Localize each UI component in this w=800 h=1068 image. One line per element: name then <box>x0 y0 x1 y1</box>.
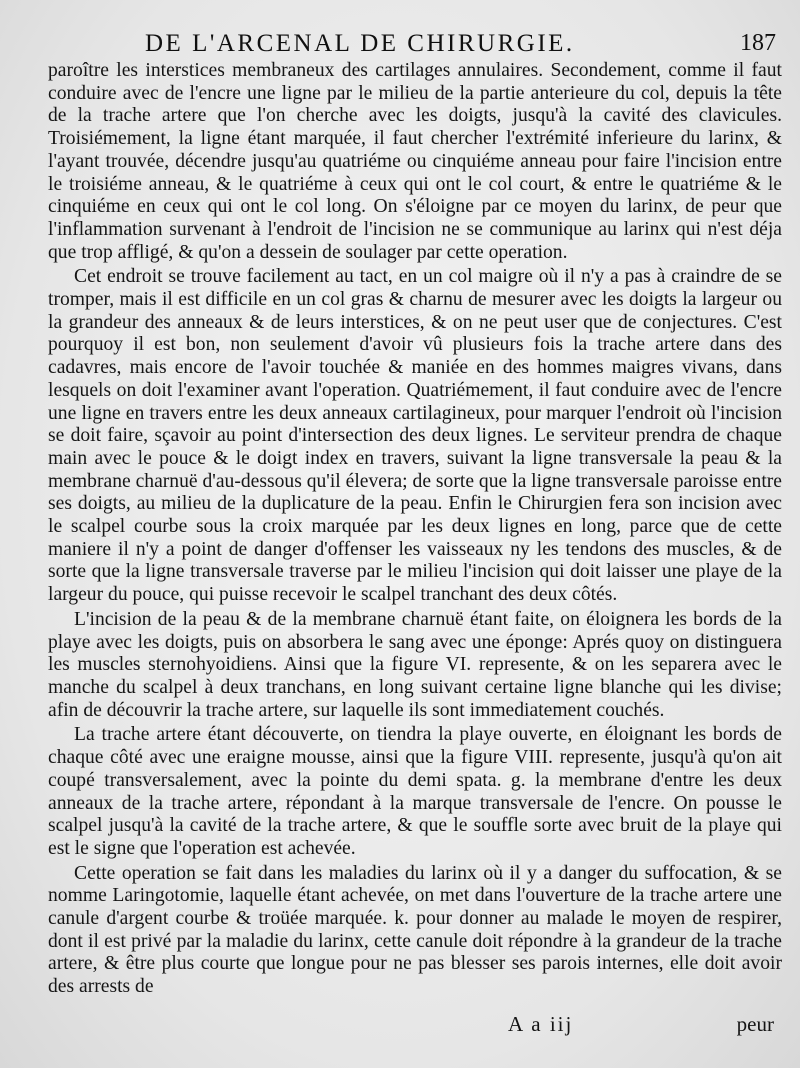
catchword: peur <box>736 1012 774 1036</box>
running-title: DE L'ARCENAL DE CHIRURGIE. <box>145 30 575 57</box>
paragraph-5: Cette operation se fait dans les maladies du larinx où il y a danger du suffocation, & se nomme Laringotomie, laquelle étant achevée, on met dans l'ouverture de la trache artere une canule d'argent courbe & troüée marquée. k. pour donner au malade le moyen de respirer, dont il est privé par la maladie du larinx, cette canule doit répondre à la grandeur de la trache artere, & être plus courte que longue pour ne pas blesser ses parois internes, elle doit avoir des arrests de <box>48 862 782 998</box>
page-header <box>40 28 782 62</box>
paragraph-4: La trache artere étant découverte, on tiendra la playe ouverte, en éloignant les bords de chaque côté avec une eraigne mousse, ainsi que la figure VIII. represente, jusqu'à qu'on ait coupé transversalement, avec la pointe du demi spata. g. la membrane d'entre les deux anneaux de la trache artere, répondant à la marque transversale de l'encre. On pousse le scalpel jusqu'à la cavité de la trache artere, & que le souffle sorte avec bruit de la playe qui est le signe que l'operation est achevée. <box>48 724 782 859</box>
page-footer <box>48 1012 782 1042</box>
paragraph-2: Cet endroit se trouve facilement au tact, en un col maigre où il n'y a pas à craindre de se tromper, mais il est difficile en un col gras & charnu de mesurer avec les doigts la largeur ou la grandeur des anneaux & de leurs interstices, & on ne peut user que de conjectures. C'est pourquoy il est bon, non seulement d'avoir vû plusieurs fois la trache artere dans des cadavres, mais encore de l'avoir touchée & maniée en des hommes maigres vivans, dans lesquels on doit l'examiner avant l'operation. Quatriémement, il faut conduire avec de l'encre une ligne en travers entre les deux anneaux cartilagineux, pour marquer l'endroit où l'incision se doit faire, sçavoir au point d'intersection des deux lignes. Le serviteur prendra de chaque main avec le pouce & le doigt index en travers, suivant la ligne transversale la peau & la membrane charnuë d'au-dessous qu'il élevera; de sorte que la ligne transversale paroisse entre ses doigts, au milieu de la duplicature de la peau. Enfin le Chirurgien fera son incision avec le scalpel courbe sous la croix marquée par les deux lignes en long, parce que de cette maniere il n'y a point de danger d'offenser les vaisseaux ny les tendons des muscles, & de sorte que la ligne transversale traverse par le milieu l'incision qui doit laisser une playe de la largeur du pouce, qui puisse recevoir le scalpel tranchant des deux côtés. <box>48 266 782 606</box>
paragraph-3: L'incision de la peau & de la membrane charnuë étant faite, on éloignera les bords de la playe avec les doigts, puis on absorbera le sang avec une éponge: Aprés quoy on distinguera les muscles sternohyoidiens. Ainsi que la figure VI. represente, & on les separera avec le manche du scalpel à deux tranchans, en long suivant certaine ligne blanche qui les divise; afin de découvrir la trache artere, sur laquelle ils sont immediatement couchés. <box>48 608 782 721</box>
signature-mark: A a iij <box>508 1012 574 1036</box>
page-number: 187 <box>740 30 776 56</box>
body-text <box>48 60 782 999</box>
paragraph-1: paroître les interstices membraneux des cartilages annulaires. Secondement, comme il faut conduire avec de l'encre une ligne par le milieu de la partie anterieure du col, depuis la tête de la trache artere que l'on cherche avec les doigts, jusqu'à la cavité des clavicules. Troisiémement, la ligne étant marquée, il faut chercher l'extrémité inferieure du larinx, & l'ayant trouvée, décendre jusqu'au quatriéme ou cinquiéme anneau pour faire l'incision entre le troisiéme anneau, & le quatriéme à ceux qui ont le col court, & entre le quatriéme & le cinquiéme en ceux qui ont le col long. On s'éloigne par ce moyen du larinx, de peur que l'inflammation survenant à l'endroit de l'incision ne se communique au larinx qui n'est déja que trop affligé, & qu'on a dessein de soulager par cette operation. <box>48 60 782 263</box>
